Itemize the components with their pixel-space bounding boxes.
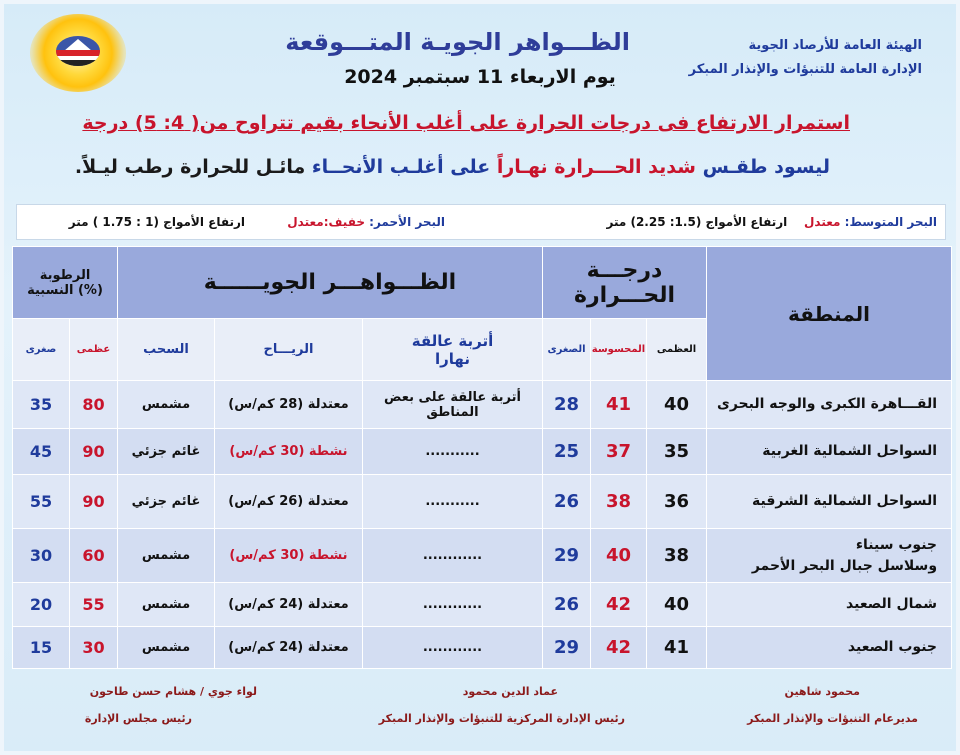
temp-min: 25 bbox=[543, 429, 591, 475]
subline bbox=[74, 156, 830, 178]
temp-min: 26 bbox=[543, 475, 591, 529]
temp-max: 40 bbox=[647, 381, 707, 429]
signature-3-name: لواء جوي / هشام حسن طاحون bbox=[89, 685, 257, 698]
suspended-dust: ............ bbox=[363, 627, 543, 669]
humidity-max: 55 bbox=[70, 583, 118, 627]
region-name: القـــاهرة الكبرى والوجه البحرى bbox=[707, 381, 952, 429]
temp-feel-header: المحسوسة bbox=[591, 319, 647, 381]
temp-max: 40 bbox=[647, 583, 707, 627]
table-row bbox=[13, 381, 952, 429]
table-row bbox=[13, 627, 952, 669]
wind: نشطة (30 كم/س) bbox=[215, 529, 363, 583]
humidity-max: 80 bbox=[70, 381, 118, 429]
table-row bbox=[13, 529, 952, 583]
region-name: شمال الصعيد bbox=[707, 583, 952, 627]
humidity-min-header: صغرى bbox=[13, 319, 70, 381]
temp-max: 35 bbox=[647, 429, 707, 475]
humidity-min: 35 bbox=[13, 381, 70, 429]
table-row bbox=[13, 475, 952, 529]
signature-1-name: محمود شاهين bbox=[784, 685, 860, 698]
cloud-cover: غائم جزئي bbox=[118, 475, 215, 529]
humidity-max: 90 bbox=[70, 475, 118, 529]
cloud-cover: مشمس bbox=[118, 627, 215, 669]
phenomena-header: الظـــواهـــر الجويــــــة bbox=[118, 247, 543, 319]
cloud-cover: مشمس bbox=[118, 381, 215, 429]
humidity-max: 60 bbox=[70, 529, 118, 583]
temp-min-header: الصغرى bbox=[543, 319, 591, 381]
organization-name: الهيئة العامة للأرصاد الجوية bbox=[748, 38, 922, 53]
humidity-header: الرطوبة النسبية (%) bbox=[13, 247, 118, 319]
wind: معتدلة (28 كم/س) bbox=[215, 381, 363, 429]
wind: معتدلة (26 كم/س) bbox=[215, 475, 363, 529]
suspended-dust: ........... bbox=[363, 429, 543, 475]
temp-feel: 37 bbox=[591, 429, 647, 475]
signature-2-title: رئيس الإدارة المركزية للتنبؤات والإنذار المبكر bbox=[378, 712, 625, 725]
headline: استمرار الارتفاع فى درجات الحرارة على أغلب الأنحاء بقيم تتراوح من( 4: 5) درجة bbox=[82, 112, 850, 134]
region-name: جنوب سيناء وسلاسل جبال البحر الأحمر bbox=[707, 529, 952, 583]
red-sea-waves: ارتفاع الأمواج (1 : 1.75 ) متر bbox=[68, 215, 245, 229]
temp-feel: 42 bbox=[591, 583, 647, 627]
mediterranean-sea-state: البحر المتوسط: معتدل ارتفاع الأمواج (1.5: 2.25) متر bbox=[606, 215, 937, 229]
humidity-max: 30 bbox=[70, 627, 118, 669]
suspended-dust: ........... bbox=[363, 475, 543, 529]
humidity-min: 20 bbox=[13, 583, 70, 627]
cloud-cover: غائم جزئي bbox=[118, 429, 215, 475]
temp-min: 29 bbox=[543, 529, 591, 583]
wind: نشطة (30 كم/س) bbox=[215, 429, 363, 475]
sea-state-box bbox=[16, 204, 946, 240]
wind-header: الريـــاح bbox=[215, 319, 363, 381]
forecast-table bbox=[12, 246, 952, 669]
temp-max: 36 bbox=[647, 475, 707, 529]
humidity-min: 30 bbox=[13, 529, 70, 583]
signature-2-name: عماد الدين محمود bbox=[462, 685, 558, 698]
dust-header: أتربة عالقة نهارا bbox=[363, 319, 543, 381]
temp-feel: 41 bbox=[591, 381, 647, 429]
wind: معتدلة (24 كم/س) bbox=[215, 627, 363, 669]
suspended-dust: أتربة عالقة على بعض المناطق bbox=[363, 381, 543, 429]
subline-part-b: شديد الحـــرارة نهـاراً bbox=[496, 156, 696, 178]
cloud-cover: مشمس bbox=[118, 529, 215, 583]
suspended-dust: ............ bbox=[363, 529, 543, 583]
humidity-max-header: عظمى bbox=[70, 319, 118, 381]
temp-max: 41 bbox=[647, 627, 707, 669]
cloud-cover: مشمس bbox=[118, 583, 215, 627]
table-row bbox=[13, 429, 952, 475]
red-sea-label: البحر الأحمر: خفيف:معتدل bbox=[287, 215, 445, 229]
temp-feel: 40 bbox=[591, 529, 647, 583]
temp-min: 29 bbox=[543, 627, 591, 669]
forecast-date: يوم الاربعاء 11 سبتمبر 2024 bbox=[344, 66, 616, 88]
region-header: المنطقة bbox=[707, 247, 952, 381]
temp-min: 28 bbox=[543, 381, 591, 429]
meteorological-authority-logo bbox=[30, 14, 126, 92]
subline-part-c: على أغلـب الأنحــاء bbox=[311, 156, 491, 178]
subline-part-a: ليسود طقـس bbox=[702, 156, 830, 178]
humidity-min: 55 bbox=[13, 475, 70, 529]
temperature-header: درجـــة الحـــرارة bbox=[543, 247, 707, 319]
page-title: الظـــواهر الجويـة المتـــوقعة bbox=[285, 28, 630, 56]
region-name: السواحل الشمالية الغربية bbox=[707, 429, 952, 475]
subline-part-d: مائـل للحرارة رطب ليـلاً. bbox=[74, 156, 306, 178]
wind: معتدلة (24 كم/س) bbox=[215, 583, 363, 627]
temp-max: 38 bbox=[647, 529, 707, 583]
temp-feel: 38 bbox=[591, 475, 647, 529]
temp-min: 26 bbox=[543, 583, 591, 627]
egypt-flag-emblem-icon bbox=[56, 36, 100, 66]
temp-feel: 42 bbox=[591, 627, 647, 669]
region-name: السواحل الشمالية الشرقية bbox=[707, 475, 952, 529]
department-name: الإدارة العامة للتنبؤات والإنذار المبكر bbox=[688, 62, 922, 77]
temp-max-header: العظمى bbox=[647, 319, 707, 381]
signature-3-title: رئيس مجلس الإدارة bbox=[84, 712, 192, 725]
cloud-header: السحب bbox=[118, 319, 215, 381]
region-name: جنوب الصعيد bbox=[707, 627, 952, 669]
table-row bbox=[13, 583, 952, 627]
humidity-min: 15 bbox=[13, 627, 70, 669]
humidity-min: 45 bbox=[13, 429, 70, 475]
suspended-dust: ............ bbox=[363, 583, 543, 627]
signature-1-title: مديرعام التنبؤات والإنذار المبكر bbox=[747, 712, 918, 725]
humidity-max: 90 bbox=[70, 429, 118, 475]
